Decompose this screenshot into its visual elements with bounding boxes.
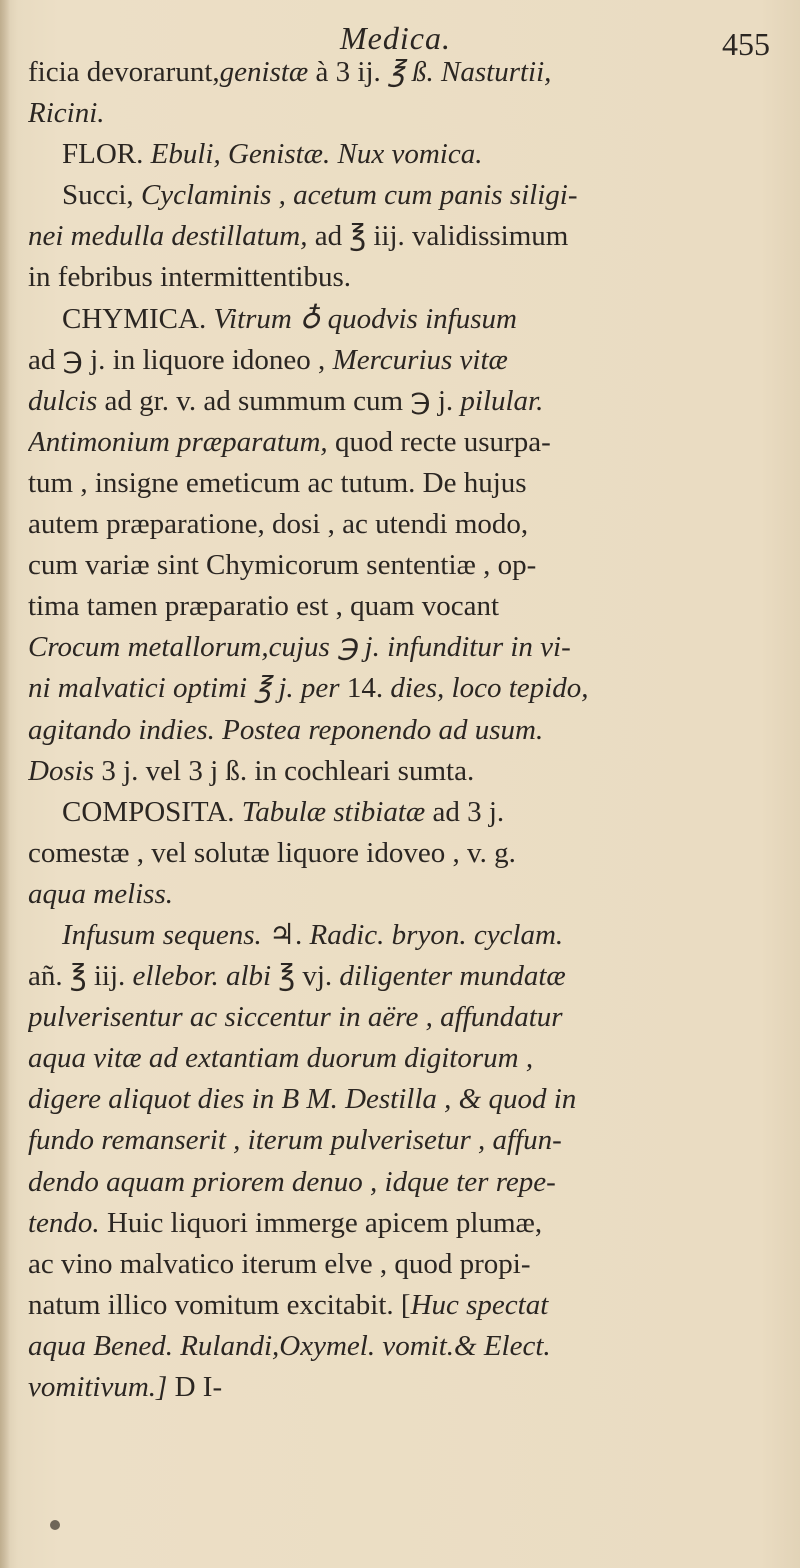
text-line [28,175,788,216]
text-line [28,1203,788,1244]
page-number: 455 [722,26,770,62]
text-roman: ficia devorarunt, [28,56,220,88]
text-italic: Vitrum ♁ quodvis infusum [213,302,517,335]
text-italic: tendo. [28,1206,100,1239]
text-line [28,627,788,668]
text-italic: ellebor. albi [132,960,272,993]
text-roman: D I- [167,1371,223,1403]
text-italic: ni malvatici optimi ℥ j. per [28,672,340,705]
text-roman: natum illico vomitum excitabit. [ [28,1288,411,1321]
running-title: Medica. [340,20,451,56]
text-roman: CHYMICA. [62,302,214,335]
text-italic: digere aliquot dies in B M. Destilla , & quod in [28,1083,577,1116]
text-roman: cum variæ sint Chymicorum sententiæ , op- [28,549,537,582]
text-italic: Huc spectat [410,1288,549,1321]
text-italic: genistæ [219,56,309,88]
text-roman: FLOR. [62,138,151,171]
text-italic: Radic. bryon. cyclam. [309,918,564,951]
text-roman: autem præparatione, dosi , ac utendi modo, [28,508,529,541]
ink-smudge [50,1520,60,1530]
text-roman: ad 3 j. [425,795,505,828]
text-line [28,545,788,586]
text-line [28,833,788,874]
text-italic: Cyclaminis , acetum cum panis siligi- [140,179,578,212]
text-roman: ♃. [261,918,310,951]
text-italic: agitando indies. Postea reponendo ad usum. [28,713,544,746]
text-italic: pulverisentur ac siccentur in aëre , affundatur [28,1001,563,1034]
text-italic: fundo remanserit , iterum pulverisetur , affun- [28,1124,562,1157]
text-line [28,504,788,545]
text-line [28,1244,788,1285]
text-line [28,52,788,93]
body-text [28,52,788,1408]
text-line [28,1079,788,1120]
text-line [28,1285,788,1326]
text-italic: Infusum sequens. [62,918,262,951]
text-roman: Huic liquori immerge apicem plumæ, [99,1206,543,1239]
text-italic: Dosis [28,754,95,787]
text-line [28,915,788,956]
text-line [28,586,788,627]
text-roman: ad ℥ iij. validissimum [307,220,569,253]
page-gutter-shadow [0,0,10,1568]
text-line [28,1367,788,1408]
text-roman: 14. [339,672,391,705]
text-line [28,381,788,422]
text-italic: aqua Bened. Rulandi,Oxymel. vomit.& Elect. [28,1329,551,1362]
text-line [28,257,788,298]
text-line [28,463,788,504]
text-roman: à 3 ij. [308,56,389,88]
text-line [28,997,788,1038]
text-line [28,956,788,997]
text-roman: in febribus intermittentibus. [28,261,351,294]
text-roman: comestæ , vel solutæ liquore idoveo , v. g. [28,836,516,869]
text-roman: añ. ℥ iij. [28,960,133,993]
text-line [28,874,788,915]
text-italic: Ebuli, Genistæ. Nux vomica. [150,138,483,171]
text-line [28,422,788,463]
text-line [28,710,788,751]
text-line [28,93,788,134]
text-italic: Tabulæ stibiatæ [241,795,426,828]
text-roman: ad gr. v. ad summum cum ℈ j. [97,384,461,417]
text-roman: tima tamen præparatio est , quam vocant [28,590,500,623]
text-line [28,668,788,709]
text-line [28,792,788,833]
text-line [28,751,788,792]
text-line [28,340,788,381]
text-italic: aqua vitæ ad extantiam duorum digitorum , [28,1042,534,1075]
text-line [28,299,788,340]
text-line [28,1162,788,1203]
text-italic: pilular. [460,384,544,417]
text-line [28,1326,788,1367]
text-roman: ℥ vj. [271,960,340,993]
text-italic: Antimonium præparatum, [28,425,328,458]
text-italic: dendo aquam priorem denuo , idque ter repe- [28,1165,556,1198]
text-roman: Succi, [62,179,141,212]
text-italic: ℥ ß. Nasturtii, [388,56,552,88]
text-italic: Ricini. [28,97,105,130]
text-italic: Crocum metallorum,cujus ℈ j. infunditur in vi- [28,631,571,664]
text-roman: tum , insigne emeticum ac tutum. De hujus [28,466,527,499]
text-roman: quod recte usurpa- [327,425,551,458]
text-italic: Mercurius vitæ [332,343,508,376]
text-roman: COMPOSITA. [62,795,242,828]
text-line [28,216,788,257]
text-italic: dulcis [28,384,98,417]
text-italic: diligenter mundatæ [339,960,566,993]
text-italic: dies, loco tepido, [390,672,589,705]
text-italic: vomitivum.] [28,1371,168,1403]
text-italic: nei medulla destillatum, [28,220,308,253]
text-roman: 3 j. vel 3 j ß. in cochleari sumta. [94,754,475,787]
text-line [28,1038,788,1079]
text-roman: ad ℈ j. in liquore idoneo , [28,343,333,376]
text-line [28,134,788,175]
text-roman: ac vino malvatico iterum elve , quod propi- [28,1247,531,1280]
text-italic: aqua meliss. [28,877,173,910]
text-line [28,1120,788,1161]
